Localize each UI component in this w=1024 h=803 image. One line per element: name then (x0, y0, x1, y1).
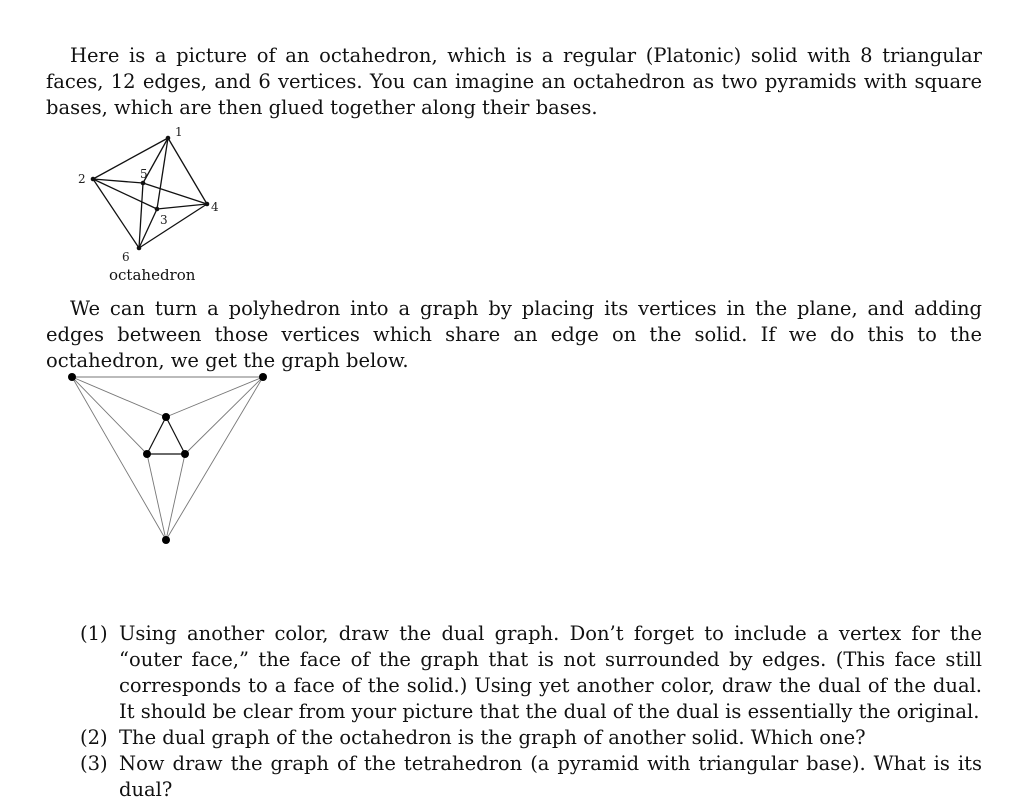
graph-edge (166, 454, 185, 540)
vertex-label-4: 4 (211, 200, 219, 214)
question-number: (1) (80, 622, 108, 645)
intro-text: Here is a picture of an octahedron, which is a regular (Platonic) solid with 8 triangular faces, 12 edges, and 6 vertices. You can imagine an octahedron as two pyramids with square bases, which are then glued together along their bases. (46, 44, 982, 119)
question-number: (3) (80, 752, 108, 775)
question-text: The dual graph of the octahedron is the graph of another solid. Which one? (119, 726, 866, 749)
question-item (80, 621, 982, 725)
questions-list (80, 621, 982, 803)
graph-edge (72, 377, 166, 417)
graph-vertex (143, 450, 151, 458)
graph-edge (166, 417, 185, 454)
vertex-label-5: 5 (140, 167, 148, 181)
graph-edge (147, 417, 166, 454)
graph-edge (166, 377, 263, 540)
octahedron-caption: octahedron (109, 266, 196, 284)
graph-vertex (181, 450, 189, 458)
inner-triangle-edges (147, 417, 185, 454)
question-item (80, 751, 982, 803)
vertex-label-6: 6 (122, 250, 130, 264)
octahedron-graph (0, 0, 300, 560)
vertex-label-1: 1 (175, 125, 183, 139)
question-text: Now draw the graph of the tetrahedron (a pyramid with triangular base). What is its dual? (119, 752, 982, 801)
graph-vertex (162, 536, 170, 544)
graph-vertex (162, 413, 170, 421)
graph-edges (72, 377, 263, 540)
graph-edge (166, 377, 263, 417)
graph-vertex (259, 373, 267, 381)
question-item (80, 725, 982, 751)
graph-edge (72, 377, 166, 540)
graph-edge (147, 454, 166, 540)
vertex-label-3: 3 (160, 213, 168, 227)
question-text: Using another color, draw the dual graph. Don’t forget to include a vertex for the “outer face,” the face of the graph that is not surrounded by edges. (This face still corresponds to a face of the solid.) Using yet another color, draw the dual of the dual. It should be clear from your picture that the dual of the dual is essentially the original. (119, 622, 982, 723)
graph-vertex (68, 373, 76, 381)
question-number: (2) (80, 726, 108, 749)
vertex-label-2: 2 (78, 172, 86, 186)
graph-vertices (68, 373, 267, 544)
graph-paragraph-text: We can turn a polyhedron into a graph by placing its vertices in the plane, and adding edges between those vertices which share an edge on the solid. If we do this to the octahedron, we get the graph below. (46, 297, 982, 372)
